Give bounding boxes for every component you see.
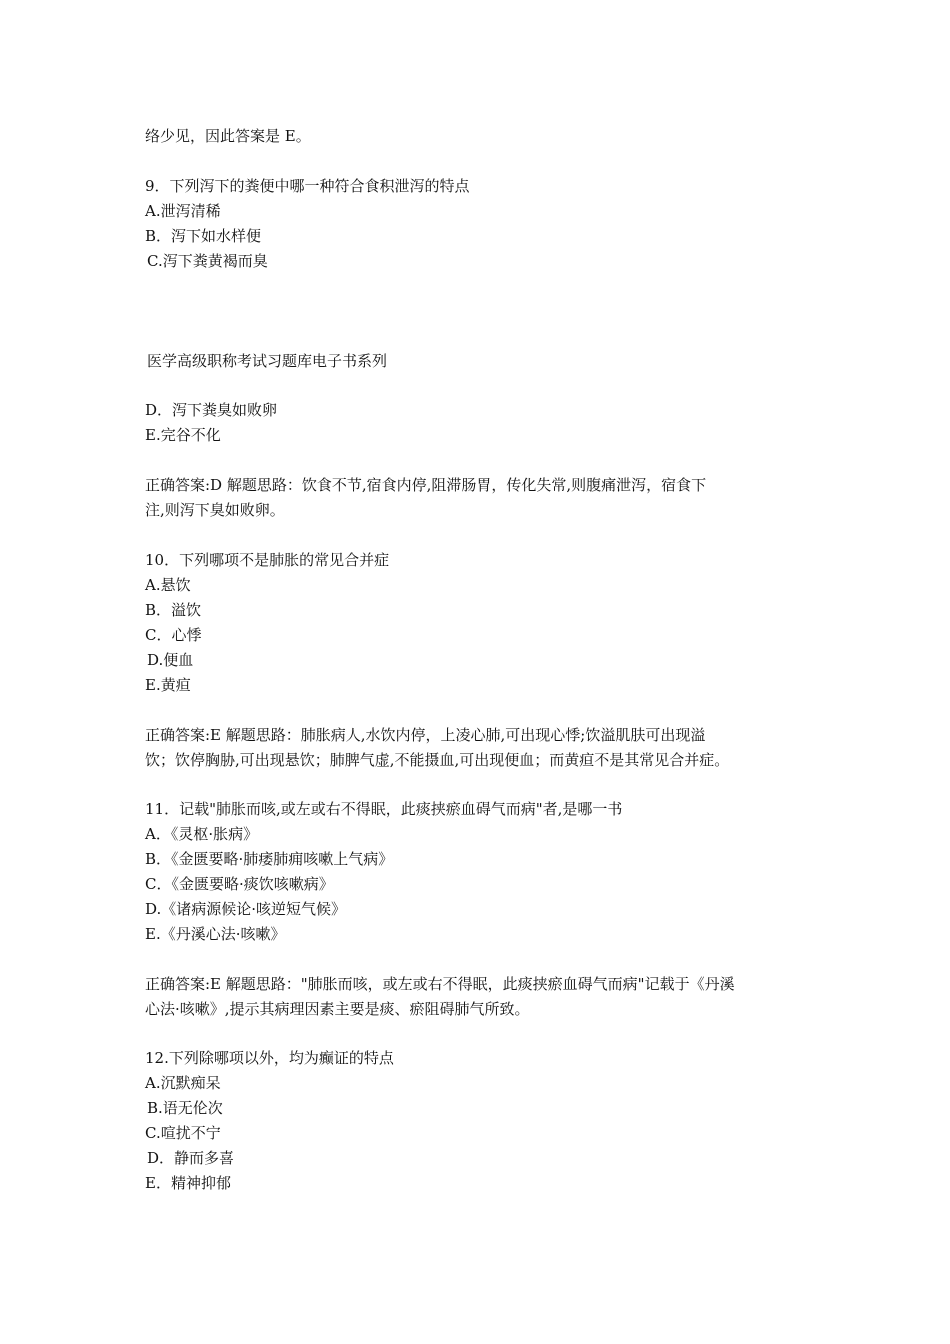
question-9-answer-line-2: 注,则泻下臭如败卵。 <box>145 501 285 519</box>
question-10-stem: 10．下列哪项不是肺胀的常见合并症 <box>145 551 390 569</box>
question-10-option-d: D.便血 <box>147 651 194 669</box>
question-12-option-e: E．精神抑郁 <box>145 1174 231 1192</box>
question-11-answer-line-2: 心法·咳嗽》,提示其病理因素主要是痰、瘀阻碍肺气所致。 <box>145 1000 530 1018</box>
question-12-option-c: C.喧扰不宁 <box>145 1124 221 1142</box>
question-9-option-e: E.完谷不化 <box>145 426 221 444</box>
question-9-stem: 9．下列泻下的粪便中哪一种符合食积泄泻的特点 <box>145 177 470 195</box>
question-10-answer-line-2: 饮；饮停胸胁,可出现悬饮；肺脾气虚,不能摄血,可出现便血；而黄疸不是其常见合并症。 <box>145 751 730 769</box>
question-12-option-b: B.语无伦次 <box>147 1099 223 1117</box>
question-10-answer-line-1: 正确答案:E 解题思路：肺胀病人,水饮内停，上凌心肺,可出现心悸;饮溢肌肤可出现溢 <box>145 726 706 744</box>
question-9-option-c: C.泻下粪黄褐而臭 <box>147 252 268 270</box>
question-11-option-e: E.《丹溪心法·咳嗽》 <box>145 925 286 943</box>
question-11-option-c: C．《金匮要略·痰饮咳嗽病》 <box>145 875 334 893</box>
question-11-option-d: D.《诸病源候论·咳逆短气候》 <box>145 900 347 918</box>
question-9-option-a: A.泄泻清稀 <box>145 202 221 220</box>
question-11-option-b: B．《金匮要略·肺痿肺痈咳嗽上气病》 <box>145 850 394 868</box>
page-header: 医学高级职称考试习题库电子书系列 <box>147 352 388 370</box>
question-12-stem: 12.下列除哪项以外，均为癫证的特点 <box>145 1049 394 1067</box>
question-9-option-d: D．泻下粪臭如败卵 <box>145 401 278 419</box>
question-10-option-a: A.悬饮 <box>145 576 191 594</box>
question-11-answer-line-1: 正确答案:E 解题思路："肺胀而咳，或左或右不得眠，此痰挟瘀血碍气而病"记载于《丹溪 <box>145 975 735 993</box>
question-9-option-b: B．泻下如水样便 <box>145 227 262 245</box>
question-11-option-a: A．《灵枢·胀病》 <box>145 825 259 843</box>
question-12-option-a: A.沉默痴呆 <box>145 1074 221 1092</box>
question-10-option-b: B．溢饮 <box>145 601 202 619</box>
continuation-text: 络少见，因此答案是 E。 <box>145 127 311 145</box>
question-10-option-c: C．心悸 <box>145 626 202 644</box>
question-9-answer-line-1: 正确答案:D 解题思路：饮食不节,宿食内停,阻滞肠胃，传化失常,则腹痛泄泻，宿食下 <box>145 476 707 494</box>
question-12-option-d: D．静而多喜 <box>147 1149 235 1167</box>
question-11-stem: 11．记载"肺胀而咳,或左或右不得眠，此痰挟瘀血碍气而病"者,是哪一书 <box>145 800 623 818</box>
question-10-option-e: E.黄疸 <box>145 676 191 694</box>
